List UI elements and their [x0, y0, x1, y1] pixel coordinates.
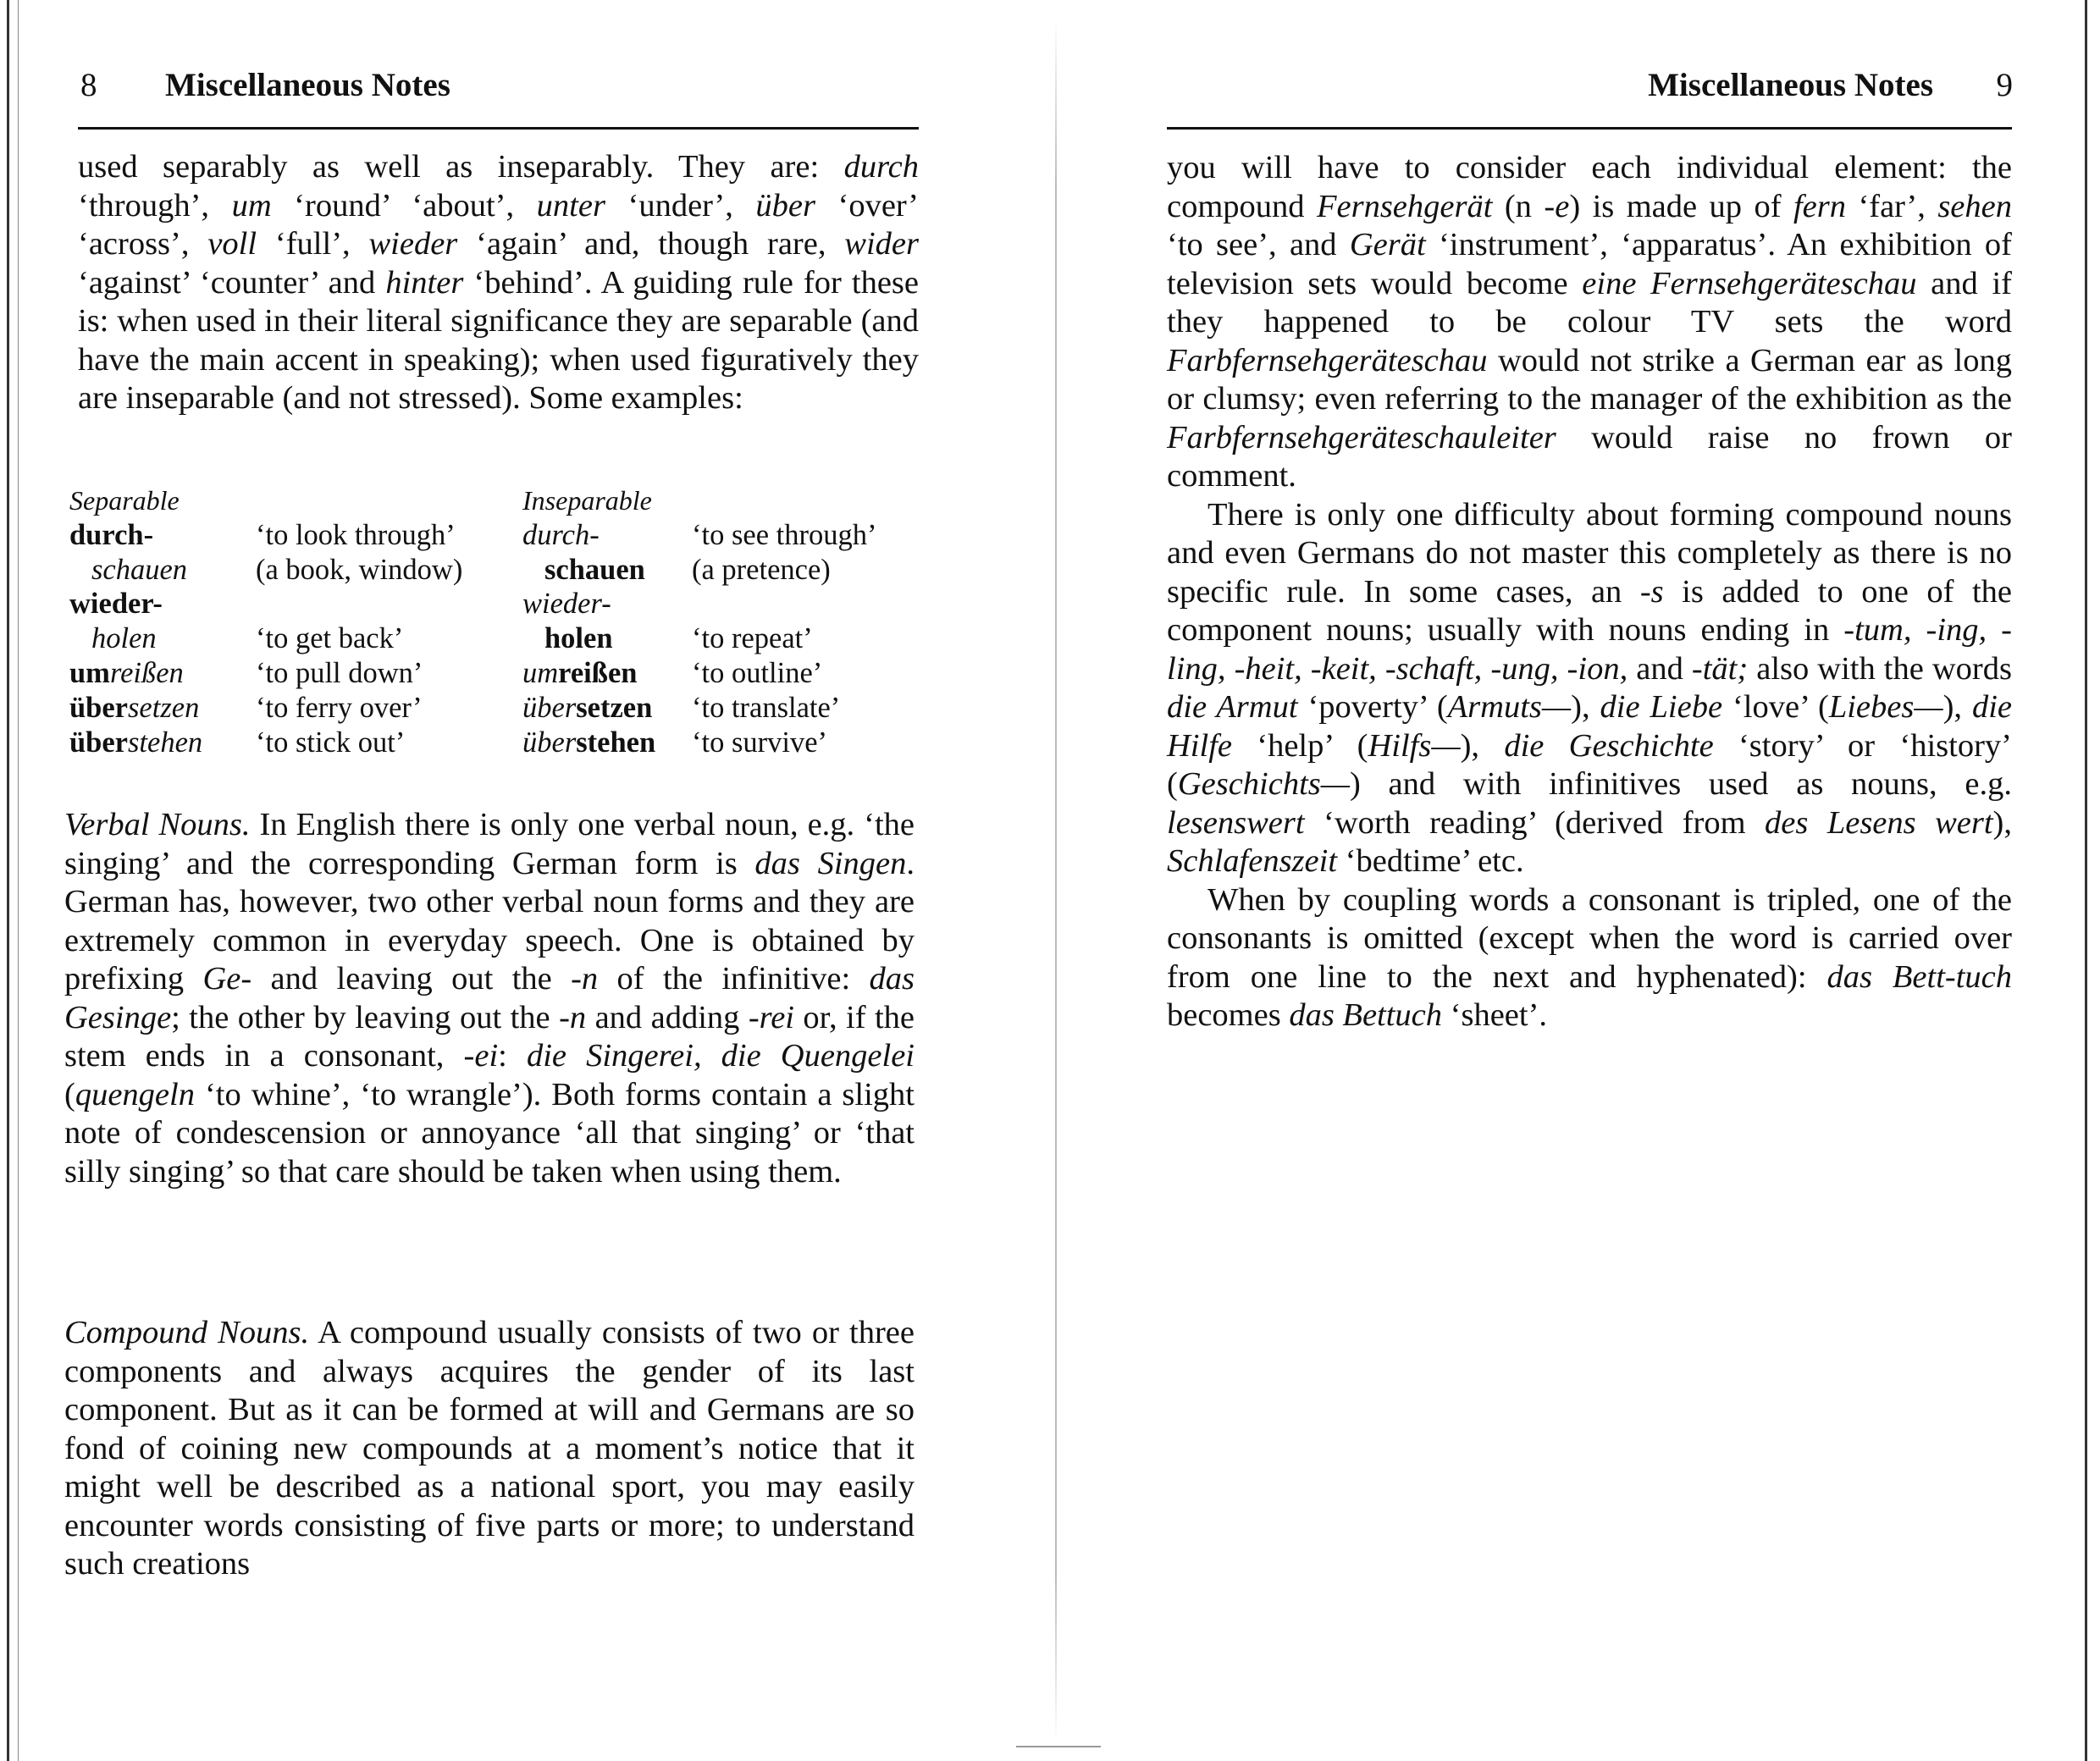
examples-table [69, 483, 920, 759]
running-title: Miscellaneous Notes [1648, 67, 1933, 103]
table-row: umreißen ‘to pull down’ umreißen ‘to outline’ [69, 656, 823, 689]
running-title: Miscellaneous Notes [165, 67, 450, 103]
left-page [59, 0, 923, 1761]
inseparable-header: Inseparable [522, 485, 652, 516]
table-header-row [69, 483, 920, 518]
right-running-head [1165, 64, 2012, 107]
page-gutter [1055, 17, 1057, 1744]
right-page [1165, 0, 2012, 1761]
header-rule [78, 127, 919, 130]
table-row: übersetzen ‘to ferry over’ übersetzen ‘to translate’ [69, 691, 841, 724]
separable-header: Separable [69, 485, 180, 516]
header-rule [1167, 127, 2012, 130]
gutter-base-line [1016, 1746, 1101, 1747]
right-book-edge [2085, 0, 2092, 1761]
table-row: wieder- wieder- [69, 588, 611, 621]
page-number: 9 [1996, 67, 2013, 103]
page-number: 8 [80, 67, 97, 103]
section-heading: Compound Nouns. [64, 1315, 310, 1350]
section-heading: Verbal Nouns. [64, 807, 251, 842]
compound-s-paragraph: There is only one difficulty about forming compound nouns and even Germans do not master this completely as there is no specific rule. In some cases, an -s is added to one of the component nouns; usually with nouns ending in -tum, -ing, -ling, -heit, -keit, -schaft, -ung, -ion, and -tät; also with the words die Armut ‘poverty’ (Armuts—), die Liebe ‘love’ (Liebes—), die Hilfe ‘help’ (Hilfs—), die Geschichte ‘story’ or ‘history’ (Geschichts—) and with infinitives used as nouns, e.g. lesenswert ‘worth reading’ (derived from des Lesens wert), Schlafenszeit ‘bedtime’ etc. [1167, 496, 2013, 879]
verbal-nouns-paragraph: Verbal Nouns. In English there is only one verbal noun, e.g. ‘the singing’ and the corresponding German form is das Singen. German has, however, two other verbal noun forms and they are extremely common in everyday speech. One is obtained by prefixing Ge- and leaving out the -n of the infinitive: das Gesinge; the other by leaving out the -n and adding -rei or, if the stem ends in a consonant, -ei: die Singerei, die Quengelei (quengeln ‘to whine’, ‘to wrangle’). Both forms contain a slight note of condescension or annoyance ‘all that singing’ or ‘that silly singing’ so that care should be taken when using them. [64, 807, 915, 1190]
intro-paragraph: used separably as well as inseparably. They are: durch ‘through’, um ‘round’ ‘about’, unter ‘under’, über ‘over’ ‘across’, voll ‘full’, wieder ‘again’ and, though rare, wider ‘against’ ‘counter’ and hinter ‘behind’. A guiding rule for these is: when used in their literal significance they are separable (and have the main accent in speaking); when used figuratively they are inseparable (and not stressed). Some examples: [78, 149, 919, 416]
table-row: holen ‘to get back’ holen ‘to repeat’ [91, 622, 813, 655]
table-row: schauen (a book, window) schauen (a pretence) [91, 553, 831, 586]
compound-nouns-paragraph: Compound Nouns. A compound usually consists of two or three components and always acquires the gender of its last component. But as it can be formed at will and Germans are so fond of coining new compounds at a moment’s notice that it might well be described as a national sport, you may easily encounter words consisting of five parts or more; to understand such creations [64, 1315, 915, 1582]
table-row: überstehen ‘to stick out’ überstehen ‘to survive’ [69, 726, 828, 759]
tripled-consonant-paragraph: When by coupling words a consonant is tripled, one of the consonants is omitted (except when the word is carried over from one line to the next and hyphenated): das Bett-tuch becomes das Bettuch ‘sheet’. [1167, 881, 2012, 1033]
continuation-paragraph: you will have to consider each individual element: the compound Fernsehgerät (n -e) is made up of fern ‘far’, sehen ‘to see’, and Gerät ‘instrument’, ‘apparatus’. An exhibition of television sets would become eine Fernsehgeräteschau and if they happened to be colour TV sets the word Farbfernsehgeräteschau would not strike a German ear as long or clumsy; even referring to the manager of the exhibition as the Farbfernsehgeräteschauleiter would raise no frown or comment. [1167, 150, 2013, 494]
left-book-edge [7, 0, 19, 1761]
left-running-head [59, 64, 923, 107]
right-page-body [1167, 149, 2012, 1035]
table-row: durch- ‘to look through’ durch- ‘to see through’ [69, 518, 877, 551]
